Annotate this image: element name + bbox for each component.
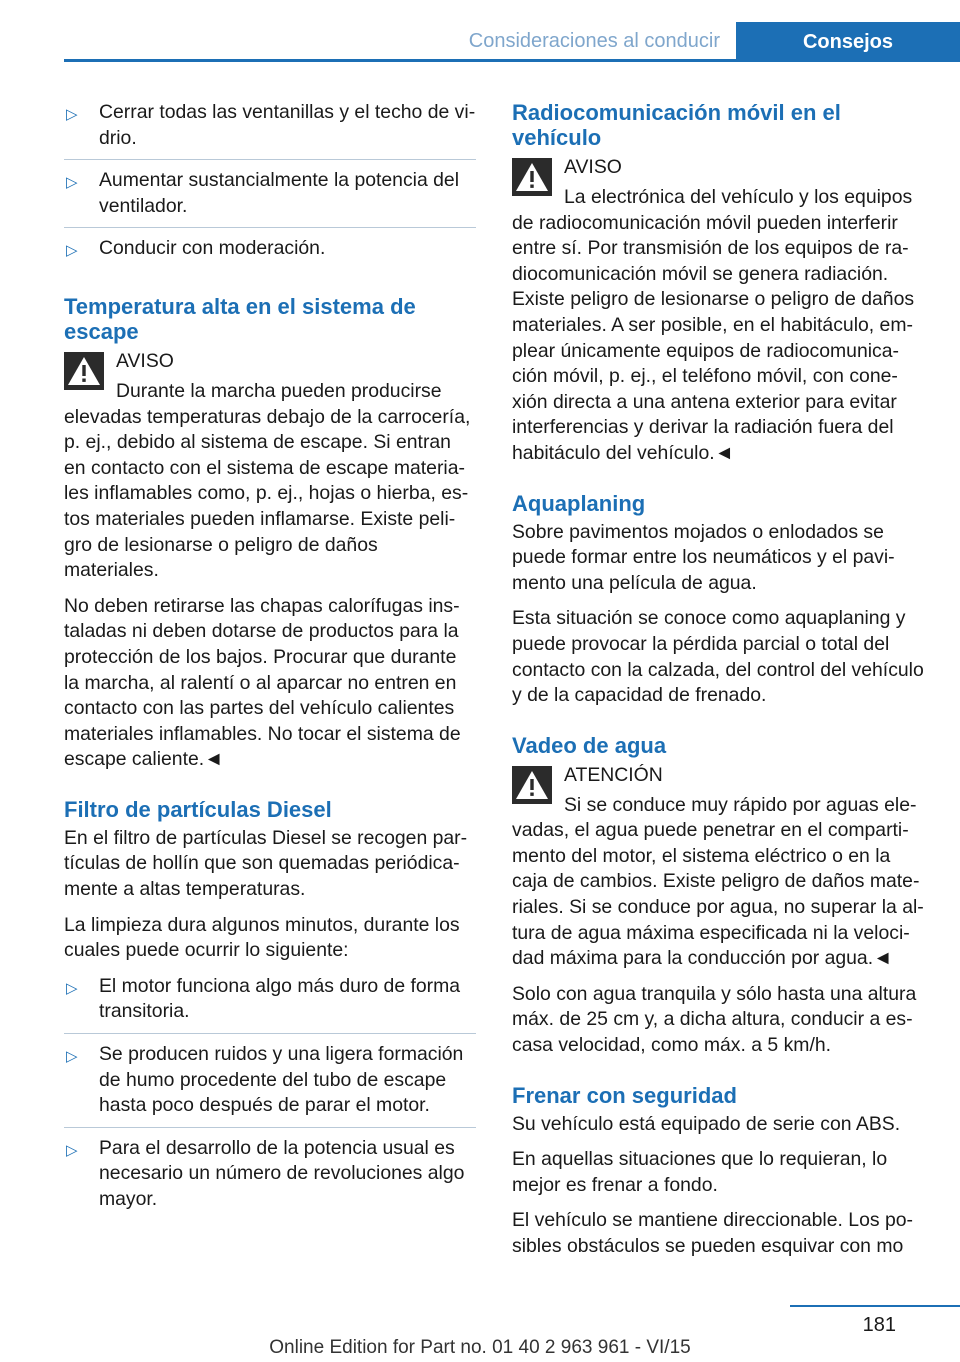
bullet-list-filter — [64, 974, 476, 1221]
footer-edition: Online Edition for Part no. 01 40 2 963 961 - VI/15 — [269, 1337, 691, 1358]
warning-triangle-icon — [64, 352, 104, 390]
warning-block-exhaust — [64, 348, 476, 584]
right-column — [512, 100, 924, 1270]
triangle-bullet-icon: ▷ — [66, 242, 78, 260]
triangle-bullet-icon: ▷ — [66, 174, 78, 192]
paragraph: La limpieza dura algunos minutos, durante los cuales puede ocurrir lo siguiente: — [64, 913, 460, 962]
warning-triangle-icon — [512, 158, 552, 196]
triangle-bullet-icon: ▷ — [66, 1141, 78, 1159]
paragraph: En aquellas situaciones que lo requieran, lo mejor es frenar a fondo. — [512, 1148, 888, 1196]
warning-text: La electrónica del vehículo y los equipos de radiocomunicación móvil pueden interferir entre sí. Por transmisión de los equipos de radiocomunicación móvil se genera radiación. Existe peligro de lesionarse o peligro de daños materiales. A ser posible, en el habitáculo, emplear únicamente equipos de radiocomunicación móvil, p. ej., el teléfono móvil, con conexión directa a una antena exterior para evitar interferencias y derivar la radiación fuera del habitáculo del vehículo.◄ — [512, 186, 915, 464]
list-item: ▷ Cerrar todas las ventanillas y el techo de vidrio. — [64, 100, 476, 160]
header-chapter-tab[interactable]: Consejos — [736, 22, 960, 62]
list-item: ▷ Se producen ruidos y una ligera formación de humo procedente del tubo de escape hasta poco después de parar el motor. — [64, 1042, 476, 1128]
triangle-bullet-icon: ▷ — [66, 1048, 78, 1066]
warning-text: Durante la marcha pueden producirse elevadas temperaturas debajo de la carrocería, p. ej., debido al sistema de escape. Si entran en contacto con el sistema de escape materiales inflamables como, p. ej., hojas o hierba, estos materiales pueden inflamarse. Existe peligro de lesionarse o peligro de daños materiales. — [64, 379, 471, 582]
paragraph: En el filtro de partículas Diesel se recogen partículas de hollín que son quemadas periódicamente a altas temperaturas. — [64, 826, 468, 901]
page-number: 181 — [862, 1314, 896, 1336]
paragraph: Sobre pavimentos mojados o enlodados se puede formar entre los neumáticos y el pavimento una película de agua. — [512, 520, 895, 594]
heading-aquaplaning: Aquaplaning — [512, 490, 646, 516]
paragraph: Solo con agua tranquila y sólo hasta una altura máx. de 25 cm y, a dicha altura, conducir a escasa velocidad, como máx. a 5 km/h. — [512, 982, 917, 1057]
bullet-list-ventilation — [64, 100, 476, 270]
heading-diesel-particle-filter: Filtro de partículas Diesel — [64, 796, 332, 822]
warning-block-radio — [512, 154, 924, 467]
warning-triangle-icon — [512, 766, 552, 804]
header-section-title: Consideraciones al conducir — [468, 30, 720, 52]
warning-label: AVISO — [116, 349, 174, 372]
triangle-bullet-icon: ▷ — [66, 979, 78, 997]
warning-block-fording — [512, 762, 924, 972]
left-column — [64, 100, 476, 1229]
paragraph: El vehículo se mantiene direccionable. Los posibles obstáculos se pueden esquivar con mo — [512, 1209, 913, 1257]
paragraph: No deben retirarse las chapas calorífugas instaladas ni deben dotarse de productos para la protección de los bajos. Procurar que durante la marcha, al ralentí o al aparcar no entren en contacto con las partes del vehículo calientes materiales inflamables. No tocar el sistema de escape caliente.◄ — [64, 594, 461, 771]
list-item: ▷ Conducir con moderación. — [64, 236, 476, 270]
paragraph: Su vehículo está equipado de serie con ABS. — [512, 1112, 901, 1135]
triangle-bullet-icon: ▷ — [66, 106, 78, 123]
page-header — [64, 22, 960, 62]
header-rule — [64, 59, 960, 62]
warning-text: Si se conduce muy rápido por aguas elevadas, el agua puede penetrar en el compartimento del motor, el sistema eléctrico o en la caja de cambios. Existe peligro de daños materiales. Si se conduce por agua, no superar la altura de agua máxima especificada ni la velocidad máxima para la conducción por agua.◄ — [512, 793, 924, 970]
list-item: ▷ Aumentar sustancialmente la potencia del ventilador. — [64, 168, 476, 228]
warning-label: ATENCIÓN — [564, 763, 663, 786]
list-item: ▷ Para el desarrollo de la potencia usual es necesario un número de revoluciones algo mayor. — [66, 1136, 465, 1210]
heading-safe-braking: Frenar con seguridad — [512, 1082, 737, 1108]
footer-rule — [790, 1305, 960, 1307]
warning-label: AVISO — [564, 156, 622, 178]
paragraph: Esta situación se conoce como aquaplaning y puede provocar la pérdida parcial o total del contacto con la calzada, del control del vehículo y de la capacidad de frenado. — [512, 607, 924, 707]
heading-water-fording: Vadeo de agua — [512, 732, 667, 758]
list-item: ▷ El motor funciona algo más duro de forma transitoria. — [64, 974, 476, 1034]
heading-mobile-radio: Radiocomunicación móvil en el vehículo — [512, 100, 841, 150]
heading-exhaust-temperature: Temperatura alta en el sistema de escape — [64, 293, 416, 344]
